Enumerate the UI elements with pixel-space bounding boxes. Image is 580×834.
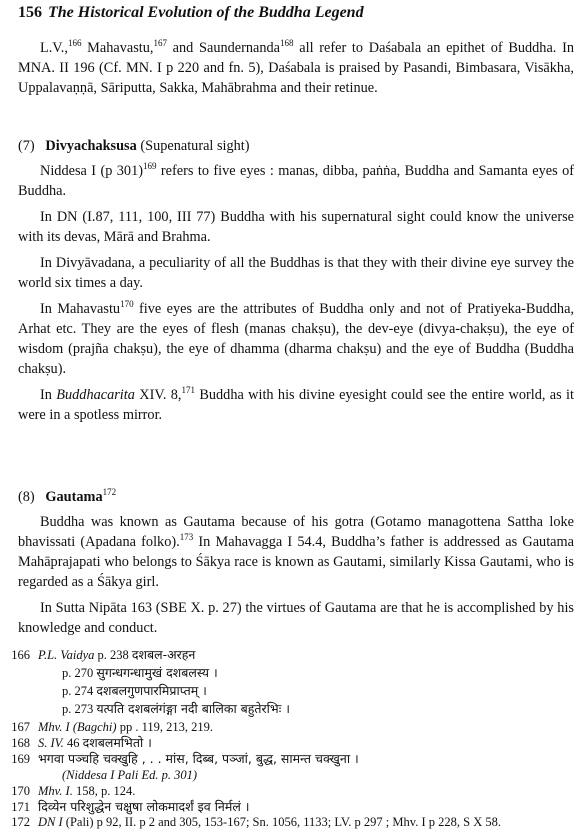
paragraph xyxy=(18,299,574,379)
footnote-ref: 172 xyxy=(102,487,117,497)
paragraph-dasabala xyxy=(18,38,574,98)
footnote-source: Mhv. I (Bagchi) xyxy=(38,720,117,734)
footnote-number: 167 xyxy=(11,720,30,734)
section-8-body xyxy=(18,512,574,638)
section-term: Divyachaksusa xyxy=(45,138,137,154)
footnote-number: 172 xyxy=(11,815,30,829)
footnote-source: P.L. Vaidya xyxy=(38,648,95,662)
text-run: and Saundernanda xyxy=(166,40,281,56)
devanagari-text: सुगन्धगन्धामुखं दशबलस्य । xyxy=(96,665,218,680)
section-7-body xyxy=(18,161,574,425)
section-number: (7) xyxy=(18,138,35,154)
footnote-ref: 168 xyxy=(280,38,294,48)
section-term: Gautama xyxy=(45,489,103,505)
footnote-number: 168 xyxy=(11,736,30,750)
section-gloss: (Supenatural sight) xyxy=(136,138,250,154)
text-run: refers to five eyes : manas, dibba, paṅṅa, Buddha and Samanta eyes of Buddha. xyxy=(18,163,574,199)
footnote-ref: 171 xyxy=(181,385,195,395)
footnote-page: p. 273 xyxy=(62,702,97,716)
text-run: XIV. 8, xyxy=(134,387,182,403)
footnote-pages: pp . 119, 213, 219. xyxy=(116,720,213,734)
footnote-run: (Pali) p 92, II. p 2 and 305, 153-167; Sn. 1056, 1133; LV. p 297 ; Mhv. I p 228, S X 58. xyxy=(62,815,501,829)
footnote-source: Mhv. I. xyxy=(38,784,73,798)
paragraph: In Sutta Nipāta 163 (SBE X. p. 27) the virtues of Gautama are that he is accomplished by his knowledge and conduct. xyxy=(18,600,574,636)
footnote-number: 171 xyxy=(11,800,30,814)
page-number: 156 xyxy=(18,4,42,21)
footnote-ref: 169 xyxy=(142,161,157,171)
text-run: L.V., xyxy=(40,40,68,56)
footnote-page: p. 270 xyxy=(62,666,97,680)
devanagari-text: यत्पति दशबलंगंङ्गा नदी बालिका बहुतेरभिः । xyxy=(96,701,290,716)
footnote-page: p. 238 xyxy=(94,648,132,662)
text-run: all refer to Daśabala an epithet of Buddha. In MNA. II 196 (Cf. MN. I p 220 and fn. 5), Daśabala is praised by Pasandi, Bimbasara, Visākha, Uppalavaṇṇā, Sāriputta, Sakka, Mahābrahma and their retinue. xyxy=(18,40,574,96)
footnote-number: 170 xyxy=(11,784,30,798)
footnote-ref: 170 xyxy=(120,299,134,309)
devanagari-text: दशबलमभितो । xyxy=(82,735,152,750)
section-number: (8) xyxy=(18,489,35,505)
paragraph xyxy=(18,385,574,425)
paragraph xyxy=(18,161,574,201)
footnote-text xyxy=(38,813,501,831)
footnote-page: p. 274 xyxy=(62,684,97,698)
text-run: In xyxy=(40,387,57,403)
text-run: Mahavastu, xyxy=(81,40,154,56)
text-run: five eyes are the attributes of Buddha only and not of Pratiyeka-Buddha, Arhat etc. They are the eyes of flesh (manas chakṣu), the dev-eye (divya-chakṣu), the eye of wisdom (prajña chakṣu), the eye of dhamma (dharma chakṣu) and the eye of Buddha (Buddha chakṣu). xyxy=(18,301,574,377)
text-run: Buddha was known as Gautama because of his gotra (Gotamo managottena Sattha loke bhavissati (Apadana folko). xyxy=(18,514,574,550)
text-italic: Buddhacarita xyxy=(56,387,135,403)
footnote-source: DN I xyxy=(38,815,63,829)
paragraph: In Divyāvadana, a peculiarity of all the Buddhas is that they with their divine eye survey the world six times a day. xyxy=(18,255,574,291)
footnote-number: 169 xyxy=(11,752,30,766)
footnote-number: 166 xyxy=(11,648,30,662)
footnote-ref: 173 xyxy=(179,532,194,542)
text-run: Niddesa I (p 301) xyxy=(40,163,143,179)
devanagari-text: दिव्येन परिशुद्धेन चक्षुषा लोकमादर्शं इव निर्मलं । xyxy=(38,799,250,814)
devanagari-text: दशबलगुणपारमिप्राप्तम् । xyxy=(96,683,207,698)
footnote-source: S. IV. xyxy=(38,736,64,750)
text-run: In Mahavastu xyxy=(40,301,121,317)
running-header xyxy=(18,4,364,22)
devanagari-text: भगवा पञ्चहि चक्खुहि , . . मांस, दिब्ब, पञ्जां, बुद्ध, सामन्त चक्खुना । xyxy=(38,751,359,766)
running-title: The Historical Evolution of the Buddha Legend xyxy=(48,4,364,21)
footnote-pages: 158, p. 124. xyxy=(72,784,136,798)
section-heading-8 xyxy=(18,487,574,507)
text-run: Buddha with his divine eyesight could see the entire world, as it were in a spotless mirror. xyxy=(18,387,574,423)
paragraph xyxy=(18,512,574,592)
intro-paragraph xyxy=(18,38,574,98)
section-heading-7 xyxy=(18,136,574,156)
devanagari-text: दशबल-अरहन xyxy=(131,647,196,662)
footnote-ref: 167 xyxy=(153,38,167,48)
text-run: In Mahavagga I 54.4, Buddha’s father is addressed as Gautama Mahāprajapati who belongs to Śākya race is known as Gautami, similarly Kissa Gautami, who is regarded as a Śākya girl. xyxy=(18,534,574,590)
footnote-ref: 166 xyxy=(67,38,82,48)
paragraph: In DN (I.87, 111, 100, III 77) Buddha with his supernatural sight could know the universe with its devas, Mārā and Brahma. xyxy=(18,209,574,245)
footnote-source: (Niddesa I Pali Ed. p. 301) xyxy=(62,768,198,782)
footnote-page: 46 xyxy=(63,736,83,750)
